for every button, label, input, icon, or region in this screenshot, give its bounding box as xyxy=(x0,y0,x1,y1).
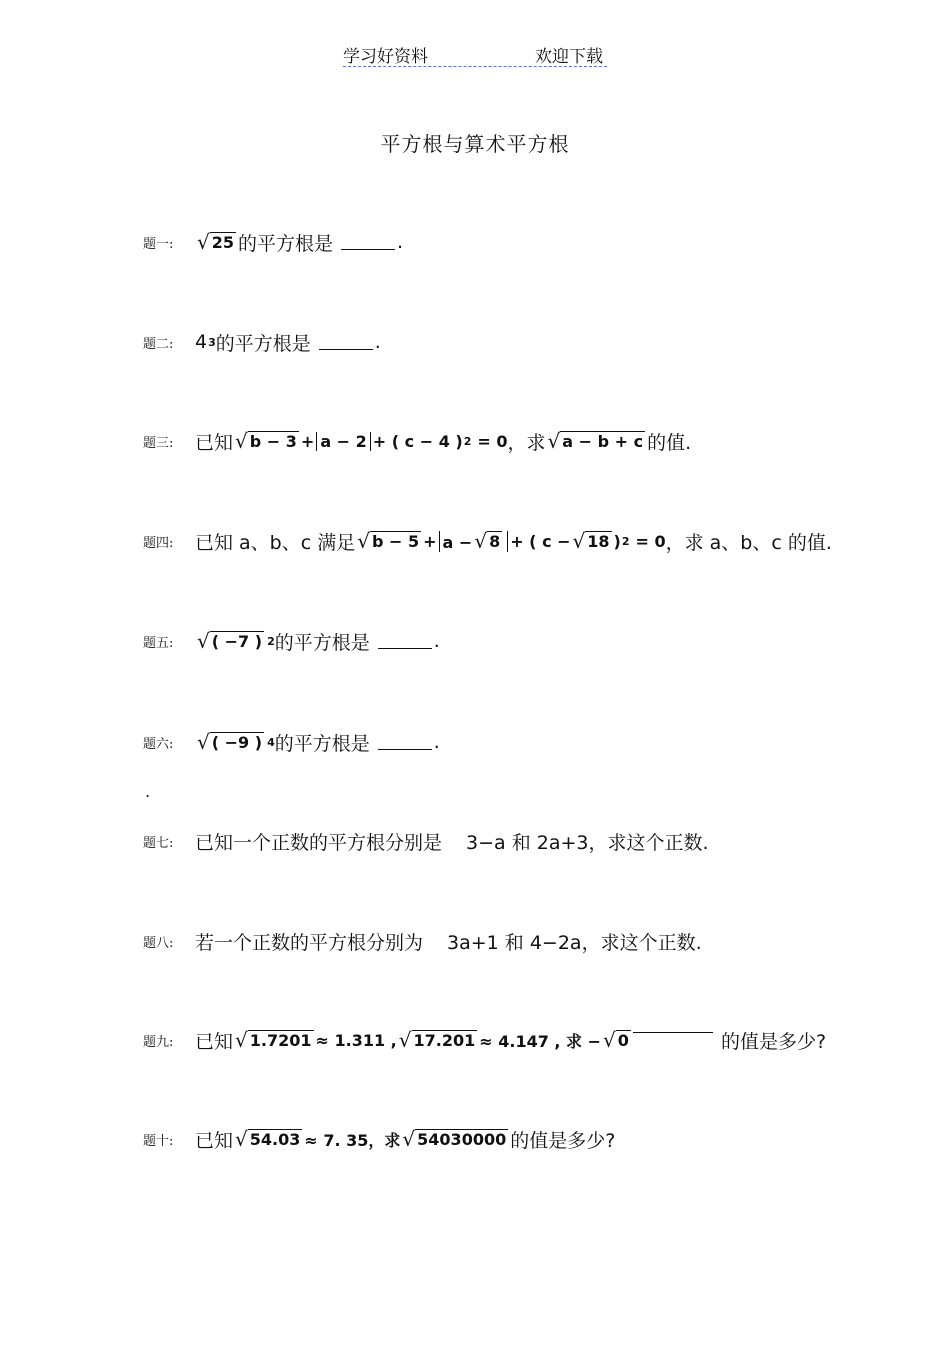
question-label: 题三: xyxy=(143,435,174,451)
sqrt-expression: √ a − b + c xyxy=(547,429,644,453)
question-3: 题三: 已知 √ b − 3 + a − 2 + ( c − 4 ) 2 = 0 ，求 √ a − b + c 的值. xyxy=(143,429,692,454)
question-5: 题五: √ ( −7 ) 2 的平方根是 . xyxy=(143,629,440,654)
answer-blank xyxy=(319,335,373,350)
question-label: 题一: xyxy=(143,236,174,252)
question-9: 题九: 已知 √ 1.7201 ≈ 1.311 , √ 17.201 ≈ 4.147 , 求 − √ 0 的值是多少? xyxy=(143,1028,827,1053)
question-8: 题八: 若一个正数的平方根分别为 3a+1 和 4−2a，求这个正数. xyxy=(143,931,702,954)
question-label: 题六: xyxy=(143,736,174,752)
question-label: 题八: xyxy=(143,935,174,951)
sqrt-expression: √ b − 5 xyxy=(357,529,420,553)
answer-blank xyxy=(378,634,432,649)
sqrt-expression: √ 1.7201 xyxy=(235,1028,312,1052)
question-label: 题四: xyxy=(143,535,174,551)
sqrt-expression: √ 18 xyxy=(572,529,610,553)
sqrt-expression: √ b − 3 xyxy=(235,429,297,453)
header-right: 欢迎下载 xyxy=(535,47,603,67)
absolute-value: a − √ 8 xyxy=(439,531,509,552)
question-10: 题十: 已知 √ 54.03 ≈ 7. 35，求 √ 54030000 的值是多少? xyxy=(143,1127,616,1152)
question-1: 题一: √ 25 的平方根是 . xyxy=(143,230,404,255)
page-header xyxy=(343,40,607,67)
question-label: 题五: xyxy=(143,635,174,651)
overline-blank xyxy=(633,1032,713,1049)
sqrt-expression: √ 25 xyxy=(197,230,235,254)
answer-blank xyxy=(378,735,432,750)
question-label: 题七: xyxy=(143,835,174,851)
sqrt-expression: √ 54.03 xyxy=(235,1127,301,1151)
sqrt-expression: √ ( −9 ) xyxy=(197,730,263,754)
sqrt-expression: √ 54030000 xyxy=(402,1127,507,1151)
question-label: 题二: xyxy=(143,336,174,352)
header-left: 学习好资料 xyxy=(343,47,428,67)
page-title: 平方根与算术平方根 xyxy=(380,132,570,156)
answer-blank xyxy=(341,235,395,250)
sqrt-expression: √ 17.201 xyxy=(398,1028,476,1052)
question-4: 题四: 已知 a、b、c 满足 √ b − 5 + a − √ 8 + ( c − √ 18 ) 2 = 0 ，求 a、b、c 的值. xyxy=(143,528,832,554)
question-label: 题十: xyxy=(143,1133,174,1149)
sqrt-expression: √ ( −7 ) xyxy=(197,629,263,653)
stray-dot: . xyxy=(145,782,151,801)
question-2: 题二: 4 3 的平方根是 . xyxy=(143,331,381,355)
absolute-value: a − 2 xyxy=(316,432,370,451)
sqrt-expression: √ 0 xyxy=(603,1028,629,1052)
question-label: 题九: xyxy=(143,1034,174,1050)
question-7: 题七: 已知一个正数的平方根分别是 3−a 和 2a+3，求这个正数. xyxy=(143,831,709,854)
question-6: 题六: √ ( −9 ) 4 的平方根是 . xyxy=(143,730,440,755)
